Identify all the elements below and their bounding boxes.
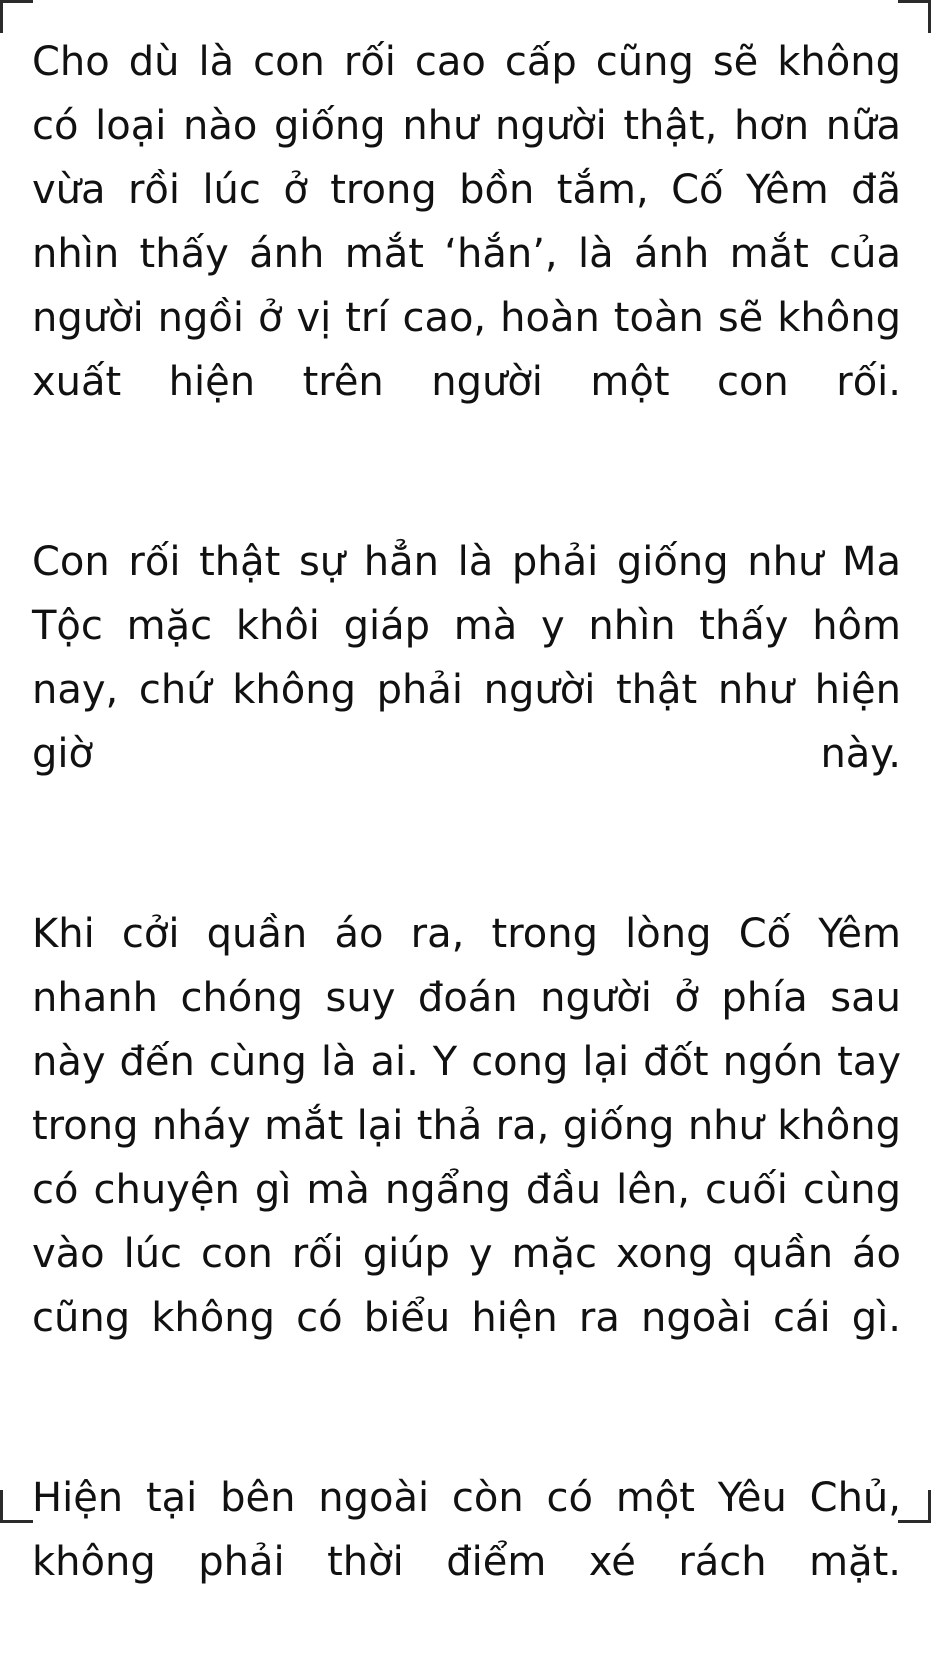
crop-mark-bottom-left [0,1490,33,1523]
crop-mark-top-right [898,0,931,33]
paragraph-3: Khi cởi quần áo ra, trong lòng Cố Yêm nhanh chóng suy đoán người ở phía sau này đến cùng là ai. Y cong lại đốt ngón tay trong nháy mắt lại thả ra, giống như không có chuyện gì mà ngẩng đầu lên, cuối cùng vào lúc con rối giúp y mặc xong quần áo cũng không có biểu hiện ra ngoài cái gì. [32,911,901,1341]
crop-mark-top-left [0,0,33,33]
paragraph-1: Cho dù là con rối cao cấp cũng sẽ không có loại nào giống như người thật, hơn nữa vừa rồi lúc ở trong bồn tắm, Cố Yêm đã nhìn thấy ánh mắt ‘hắn’, là ánh mắt của người ngồi ở vị trí cao, hoàn toàn sẽ không xuất hiện trên người một con rối. [32,39,901,405]
paragraph-4: Hiện tại bên ngoài còn có một Yêu Chủ, không phải thời điểm xé rách mặt. [32,1475,901,1585]
crop-mark-bottom-right [898,1490,931,1523]
page-content [32,30,901,1585]
paragraph-2: Con rối thật sự hẳn là phải giống như Ma Tộc mặc khôi giáp mà y nhìn thấy hôm nay, chứ không phải người thật như hiện giờ này. [32,539,901,777]
